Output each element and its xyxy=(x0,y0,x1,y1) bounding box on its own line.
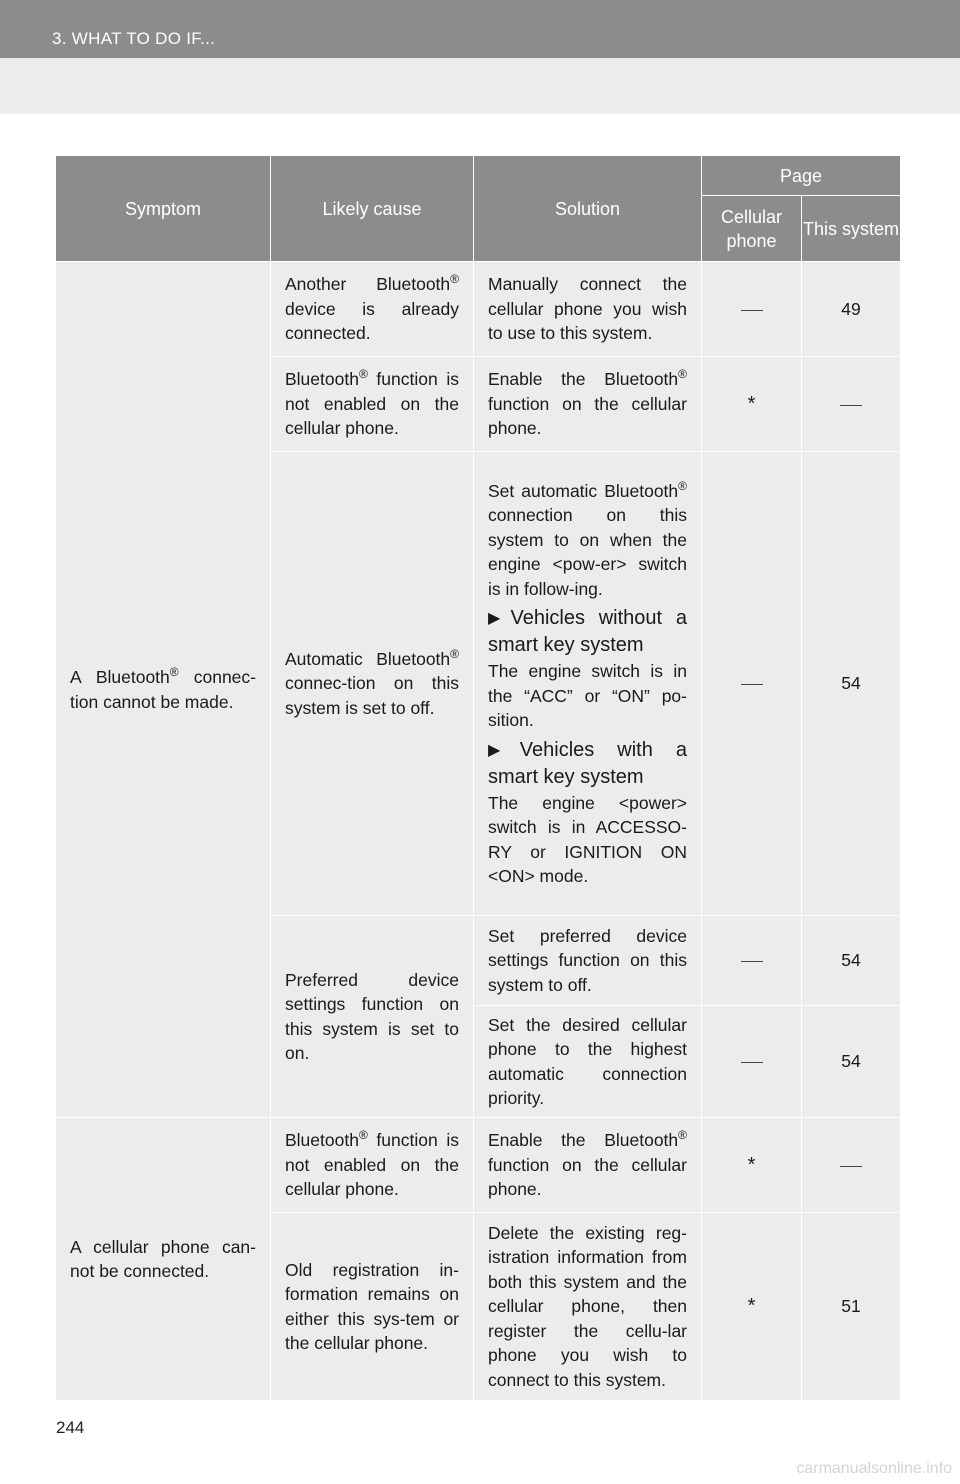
solution-cell: Set preferred device settings function on this system to off. xyxy=(474,916,702,1006)
cause-cell: Bluetooth® function is not enabled on the cellular phone. xyxy=(271,357,474,452)
table-row xyxy=(56,262,901,357)
solution-cell: Manually connect the cellular phone you wish to use to this system. xyxy=(474,262,702,357)
solution-cell xyxy=(474,452,702,916)
dash-mark xyxy=(840,405,862,406)
troubleshooting-table xyxy=(55,155,901,1401)
page-cellular-cell xyxy=(702,1213,802,1401)
solution-cell: Set the desired cellular phone to the highest automatic connection priority. xyxy=(474,1006,702,1118)
dash-mark xyxy=(840,1166,862,1167)
symptom-cell: A cellular phone can-not be connected. xyxy=(56,1118,271,1401)
dash-mark xyxy=(741,310,763,311)
page-system-cell: 54 xyxy=(802,1006,901,1118)
section-title: 3. WHAT TO DO IF... xyxy=(52,29,216,48)
subheading-without-smart-key: ▶ Vehicles without a smart key system xyxy=(488,607,687,656)
subheading-with-smart-key: ▶ Vehicles with a smart key system xyxy=(488,738,688,788)
solution-cell: Enable the Bluetooth® function on the cellular phone. xyxy=(474,1118,702,1213)
cause-cell: Automatic Bluetooth® connec-tion on this system is set to off. xyxy=(271,452,474,916)
arrow-right-icon: ▶ xyxy=(488,741,518,759)
watermark: carmanualsonline.info xyxy=(796,1460,952,1477)
arrow-right-icon: ▶ xyxy=(488,610,509,627)
page-system-cell: 49 xyxy=(802,262,901,357)
header-cellular-phone: Cellular phone xyxy=(702,196,802,262)
cause-cell: Another Bluetooth® device is already connected. xyxy=(271,262,474,357)
page-system-cell: 51 xyxy=(802,1213,901,1401)
page-cellular-cell xyxy=(702,452,802,916)
header-this-system: This system xyxy=(802,196,901,262)
section-header-subband xyxy=(0,58,960,114)
solution-cell: Enable the Bluetooth® function on the cellular phone. xyxy=(474,357,702,452)
dash-mark xyxy=(741,1062,763,1063)
asterisk-mark: * xyxy=(747,1153,756,1176)
page-system-cell xyxy=(802,1118,901,1213)
cause-cell: Bluetooth® function is not enabled on the cellular phone. xyxy=(271,1118,474,1213)
subtext-with-smart-key: The engine <power> switch is in ACCESSO-RY or IGNITION ON <ON> mode. xyxy=(488,792,687,886)
solution-cell: Delete the existing reg-istration information from both this system and the cellular phone, then register the cellu-lar phone you wish to connect to this system. xyxy=(474,1213,702,1401)
symptom-cell: A Bluetooth® connec-tion cannot be made. xyxy=(56,262,271,1118)
header-page: Page xyxy=(702,156,901,196)
dash-mark xyxy=(741,684,763,685)
header-likely-cause: Likely cause xyxy=(271,156,474,262)
cause-cell: Old registration in-formation remains on either this sys-tem or the cellular phone. xyxy=(271,1213,474,1401)
page-system-cell xyxy=(802,357,901,452)
header-solution: Solution xyxy=(474,156,702,262)
solution-intro: Set automatic Bluetooth® connection on this system to on when the engine <pow-er> switch is in follow-ing. xyxy=(488,478,687,599)
dash-mark xyxy=(741,961,763,962)
asterisk-mark: * xyxy=(747,1295,756,1318)
cause-cell: Preferred device settings function on this system is set to on. xyxy=(271,916,474,1118)
page-number: 244 xyxy=(56,1418,85,1437)
page-system-cell: 54 xyxy=(802,452,901,916)
page-cellular-cell xyxy=(702,262,802,357)
asterisk-mark: * xyxy=(747,392,756,415)
page-cellular-cell xyxy=(702,1006,802,1118)
subtext-without-smart-key: The engine switch is in the “ACC” or “ON” po-sition. xyxy=(488,661,687,730)
page-cellular-cell xyxy=(702,1118,802,1213)
header-symptom: Symptom xyxy=(56,156,271,262)
page-cellular-cell xyxy=(702,916,802,1006)
table-row xyxy=(56,1118,901,1213)
page-cellular-cell xyxy=(702,357,802,452)
page-system-cell: 54 xyxy=(802,916,901,1006)
